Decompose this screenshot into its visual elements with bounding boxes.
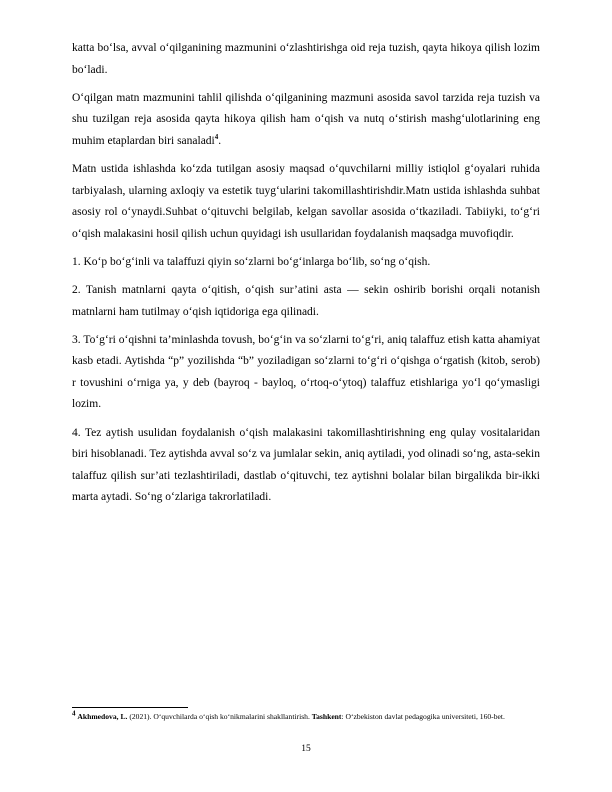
- footnote-divider: [72, 707, 188, 708]
- list-item-3: 3. To‘g‘ri o‘qishni ta’minlashda tovush, bo‘g‘in va so‘zlarni to‘g‘ri, aniq talaffuz etish katta ahamiyat kasb etadi. Aytishda “p” yozilishda “b” yoziladigan so‘zlarni to‘g‘ri o‘qishga o‘rgatish (kitob, serob) r tovushini o‘rniga ya, y deb (bayroq - bayloq, o‘rtoq-o‘ytoq) talaffuz etishlariga yo‘l qo‘ymasligi lozim.: [72, 333, 540, 411]
- footnote-text: (2021). O‘quvchilarda o‘qish ko‘nikmalarini shakllantirish.: [127, 712, 312, 721]
- footnote: [72, 711, 540, 722]
- paragraph-1: katta bo‘lsa, avval o‘qilganining mazmunini o‘zlashtirishga oid reja tuzish, qayta hikoya qilish lozim bo‘ladi.: [72, 42, 540, 76]
- paragraph-3: Matn ustida ishlashda ko‘zda tutilgan asosiy maqsad o‘quvchilarni milliy istiqlol g‘oyalari ruhida tarbiyalash, ularning axloqiy va estetik tuyg‘ularini takomillashtirishdir.Matn ustida ishlashda suhbat asosiy rol o‘ynaydi.Suhbat o‘qituvchi belgilab, kelgan savollar asosida o‘tkaziladi. Tabiiyki, to‘g‘ri o‘qish malakasini hosil qilish uchun quyidagi ish usullaridan foydalanish maqsadga muvofiqdir.: [72, 162, 540, 240]
- footnote-city: Tashkent: [311, 712, 342, 721]
- footnote-author: Akhmedova, L.: [77, 712, 128, 721]
- page-body: [72, 38, 540, 515]
- footnote-publisher: : O‘zbekiston davlat pedagogika universiteti, 160-bet.: [341, 712, 505, 721]
- list-item-4: 4. Tez aytish usulidan foydalanish o‘qish malakasini takomillashtirishning eng qulay vositalaridan biri hisoblanadi. Tez aytishda avval so‘z va jumlalar sekin, aniq aytiladi, yod olinadi so‘ng, asta-sekin talaffuz qilish sur’ati tezlashtiriladi, dastlab o‘qituvchi, tez aytishni bolalar bilan birgalikda bir-ikki marta aytadi. So‘ng o‘zlariga takrorlatiladi.: [72, 426, 540, 504]
- list-item-2: 2. Tanish matnlarni qayta o‘qitish, o‘qish sur’atini asta — sekin oshirib borishi orqali notanish matnlarni ham tutilmay o‘qish iqtidoriga ega qilinadi.: [72, 283, 540, 318]
- page-number: 15: [301, 744, 311, 754]
- footnote-reference[interactable]: 4: [214, 133, 219, 142]
- paragraph-2: [72, 88, 540, 153]
- paragraph-2-period: .: [218, 134, 222, 147]
- paragraph-2-text: O‘qilgan matn mazmunini tahlil qilishda o‘qilganining mazmuni asosida savol tarzida reja tuzish va shu tuzilgan reja asosida qayta hikoya qilish ham o‘qish va nutq o‘stirish mashg‘ulotlarining eng muhim etaplardan biri sanaladi: [72, 91, 540, 147]
- list-item-1: 1. Ko‘p bo‘g‘inli va talaffuzi qiyin so‘zlarni bo‘g‘inlarga bo‘lib, so‘ng o‘qish.: [72, 255, 431, 268]
- footnote-mark: 4: [72, 709, 76, 718]
